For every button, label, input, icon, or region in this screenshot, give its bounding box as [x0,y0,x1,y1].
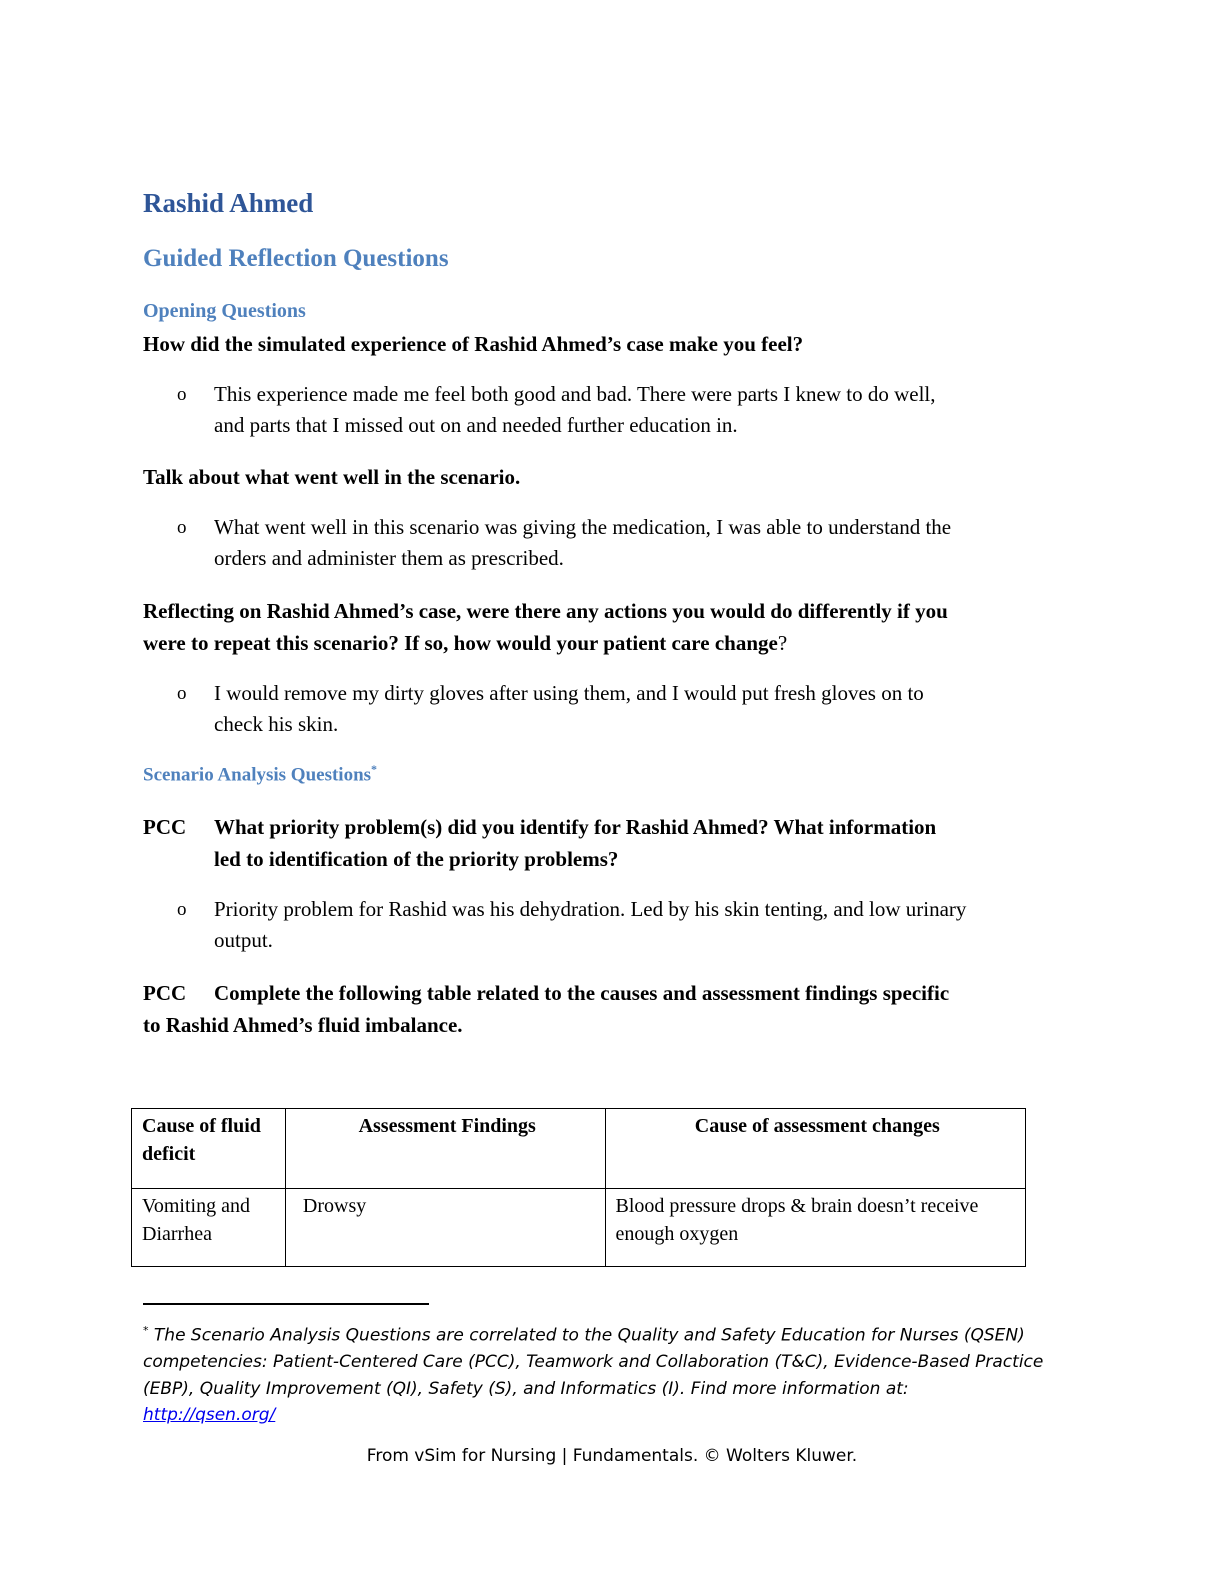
question-differently [143,595,1103,659]
scenario-heading-text: Scenario Analysis Questions [143,764,372,786]
table-row [132,1189,1026,1267]
answer-line: I would remove my dirty gloves after using them, and I would put fresh gloves on to [214,681,924,705]
question-line: to Rashid Ahmed’s fluid imbalance. [143,1013,463,1037]
footnote-divider [143,1303,429,1305]
answer-line: This experience made me feel both good and bad. There were parts I knew to do well, [214,382,936,406]
footnote [143,1318,1073,1429]
answer-line: Priority problem for Rashid was his dehydration. Led by his skin tenting, and low urinary [214,897,967,921]
question-line: Reflecting on Rashid Ahmed’s case, were there any actions you would do differently if you [143,599,948,623]
question-line [143,977,1083,1009]
column-header: Cause of fluid deficit [132,1109,286,1189]
patient-name-heading: Rashid Ahmed [143,188,314,218]
question-priority [143,811,1073,875]
qsen-link[interactable]: http://qsen.org/ [143,1405,276,1426]
question-line: What priority problem(s) did you identify for Rashid Ahmed? What information [214,815,937,839]
footnote-text: The Scenario Analysis Questions are correlated to the Quality and Safety Education for Nurses (QSEN) [153,1325,1025,1346]
table-cell: Blood pressure drops & brain doesn’t receive enough oxygen [605,1189,1025,1267]
page-footer: From vSim for Nursing | Fundamentals. © Wolters Kluwer. [366,1446,858,1466]
question-line: led to identification of the priority problems? [214,847,619,871]
bullet-icon: o [177,517,187,538]
question-table [143,977,1083,1041]
scenario-analysis-heading [143,762,377,786]
footnote-line [143,1318,1073,1349]
answer-line: orders and administer them as prescribed. [214,546,564,570]
fluid-imbalance-table [131,1108,1026,1267]
question-text: Complete the following table related to the causes and assessment findings specific [214,981,950,1005]
question-text: were to repeat this scenario? If so, how would your patient care change [143,631,778,655]
pcc-label: PCC [143,981,187,1005]
footnote-marker: * [371,762,378,776]
question-feel: How did the simulated experience of Rashid Ahmed’s case make you feel? [143,332,804,356]
answer-priority [177,894,1067,956]
answer-line: output. [214,928,273,952]
question-went-well: Talk about what went well in the scenario. [143,465,521,489]
question-line-2 [143,627,1103,659]
column-header: Cause of assessment changes [605,1109,1025,1189]
table-cell: Vomiting and Diarrhea [132,1189,286,1267]
answer-line: and parts that I missed out on and needed further education in. [214,413,738,437]
answer-line: check his skin. [214,712,339,736]
answer-feel [177,379,1067,441]
bullet-icon: o [177,899,187,920]
answer-line: What went well in this scenario was giving the medication, I was able to understand the [214,515,952,539]
table-cell: Drowsy [285,1189,605,1267]
answer-differently [177,678,1067,740]
table-header-row [132,1109,1026,1189]
page-title: Guided Reflection Questions [143,245,449,272]
bullet-icon: o [177,683,187,704]
footnote-line: (EBP), Quality Improvement (QI), Safety (S), and Informatics (I). Find more information at: [143,1378,909,1399]
answer-went-well [177,512,1067,574]
footnote-marker: * [143,1324,149,1337]
footnote-line: competencies: Patient-Centered Care (PCC), Teamwork and Collaboration (T&C), Evidence-Based Practice [143,1352,1044,1373]
opening-questions-heading: Opening Questions [143,300,306,322]
pcc-label: PCC [143,815,187,839]
question-mark: ? [777,631,788,655]
column-header: Assessment Findings [285,1109,605,1189]
bullet-icon: o [177,384,187,405]
